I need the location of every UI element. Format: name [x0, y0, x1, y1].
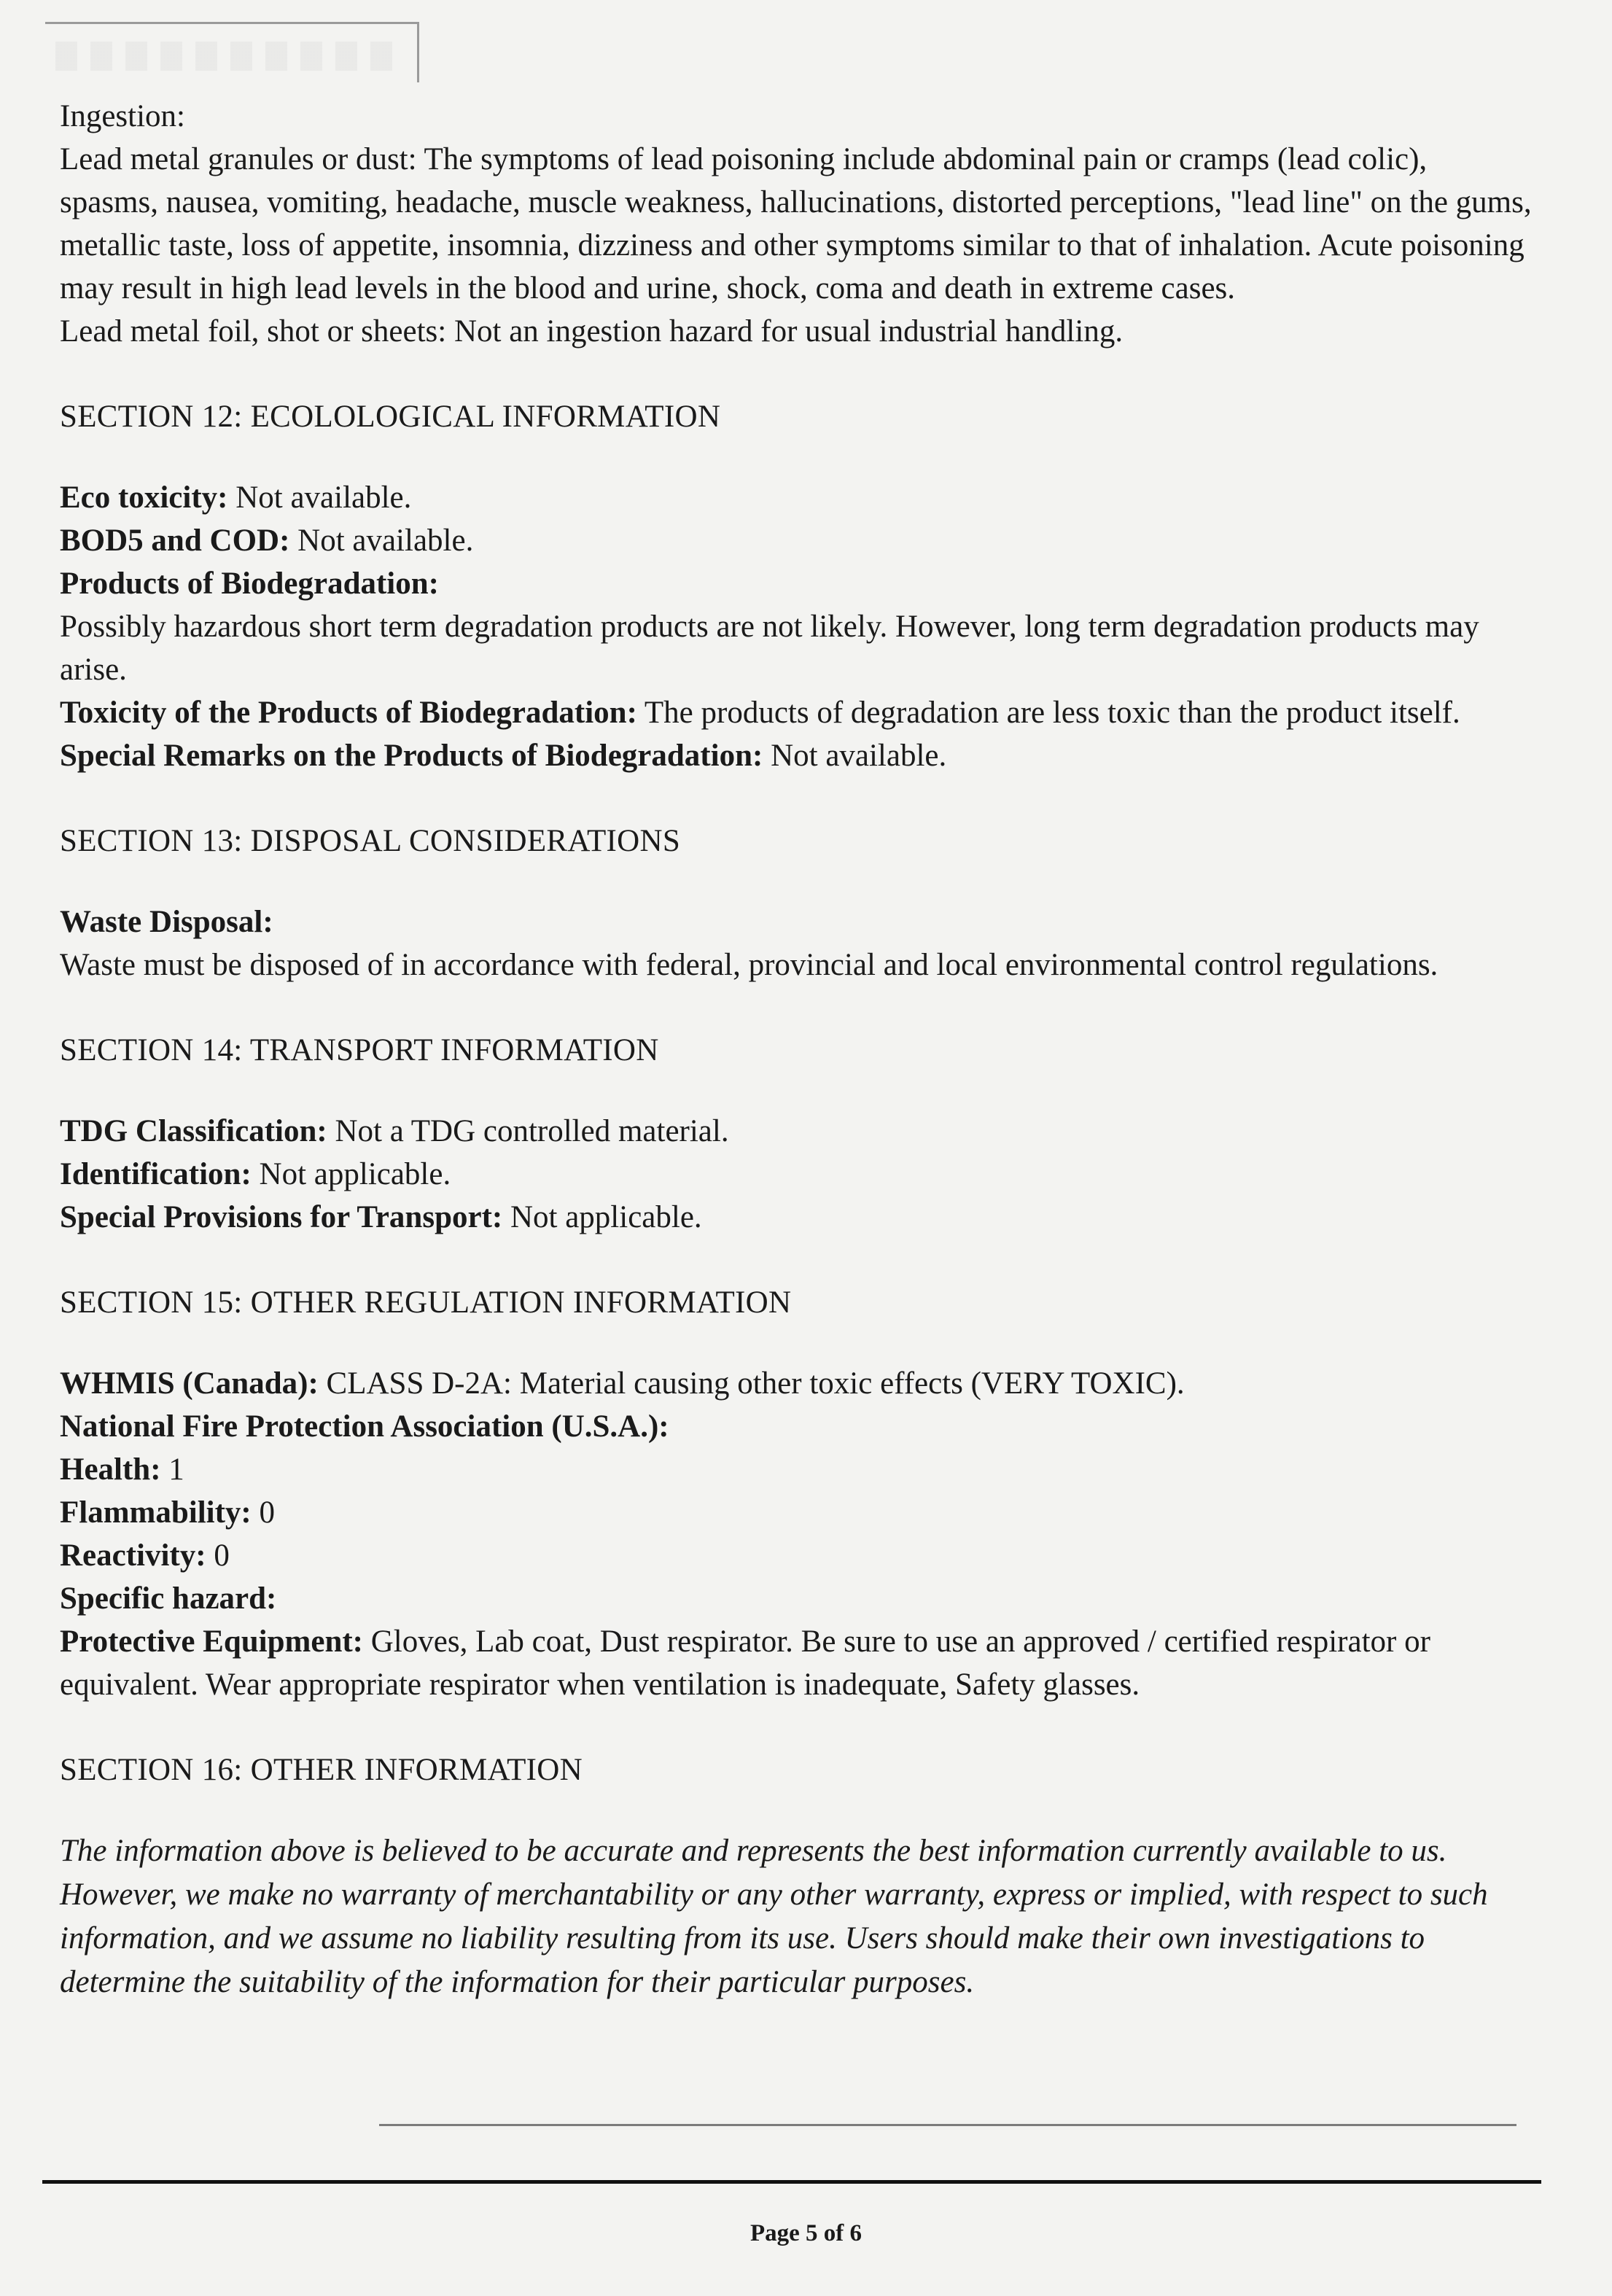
- transport-provisions-row: [60, 1196, 1533, 1239]
- specific-hazard-row: [60, 1577, 1533, 1620]
- transport-provisions-label: Special Provisions for Transport:: [60, 1200, 503, 1234]
- identification-label: Identification:: [60, 1157, 252, 1191]
- nfpa-label: National Fire Protection Association (U.S.A.):: [60, 1409, 669, 1444]
- waste-disposal-text: Waste must be disposed of in accordance with federal, provincial and local environmental control regulations.: [60, 948, 1438, 982]
- biodegradation-toxicity-row: [60, 691, 1533, 734]
- biodegradation-products-text: Possibly hazardous short term degradation products are not likely. However, long term degradation products may arise.: [60, 610, 1479, 687]
- identification-row: [60, 1153, 1533, 1196]
- section-13-title: SECTION 13: DISPOSAL CONSIDERATIONS: [60, 824, 681, 858]
- disclaimer-text: The information above is believed to be accurate and represents the best information currently available to us. However, we make no warranty of merchantability or any other warranty, express or implied, with respect to such information, and we assume no liability resulting from its use. Users should make their own investigations to determine the suitability of the information for their particular purposes.: [60, 1834, 1488, 1999]
- identification-value: Not applicable.: [251, 1157, 451, 1191]
- eco-toxicity-value: Not available.: [227, 480, 412, 515]
- special-remarks-value: Not available.: [763, 739, 947, 773]
- document-body: [60, 95, 1533, 2004]
- protective-equipment-row: [60, 1620, 1533, 1706]
- biodegradation-products-heading: [60, 562, 1533, 605]
- reactivity-label: Reactivity:: [60, 1538, 206, 1573]
- ingestion-dust-text: Lead metal granules or dust: The symptoms of lead poisoning include abdominal pain or cramps (lead colic), spasms, nausea, vomiting, headache, muscle weakness, hallucinations, distorted perceptions, "lead line" on the gums, metallic taste, loss of appetite, insomnia, dizziness and other symptoms similar to that of inhalation. Acute poisoning may result in high lead levels in the blood and urine, shock, coma and death in extreme cases.: [60, 142, 1532, 306]
- bod-label: BOD5 and COD:: [60, 524, 290, 558]
- ingestion-foil-text: Lead metal foil, shot or sheets: Not an ingestion hazard for usual industrial handling.: [60, 314, 1124, 349]
- header-stamp-box: [45, 22, 419, 82]
- flammability-label: Flammability:: [60, 1495, 252, 1530]
- footer-divider: [42, 2180, 1541, 2184]
- biodegradation-toxicity-value: The products of degradation are less toxic than the product itself.: [636, 696, 1460, 730]
- flammability-value: 0: [251, 1495, 275, 1530]
- faded-stamp-text: [55, 42, 398, 71]
- special-remarks-label: Special Remarks on the Products of Biodegradation:: [60, 739, 763, 773]
- whmis-label: WHMIS (Canada):: [60, 1366, 319, 1401]
- eco-toxicity-label: Eco toxicity:: [60, 480, 228, 515]
- tdg-value: Not a TDG controlled material.: [327, 1114, 729, 1148]
- tdg-label: TDG Classification:: [60, 1114, 327, 1148]
- special-remarks-row: [60, 734, 1533, 777]
- flammability-row: [60, 1491, 1533, 1534]
- waste-disposal-label: Waste Disposal:: [60, 905, 273, 939]
- section-12-title: SECTION 12: ECOLOLOGICAL INFORMATION: [60, 400, 721, 434]
- eco-toxicity-row: [60, 476, 1533, 519]
- bod-value: Not available.: [289, 524, 474, 558]
- tdg-row: [60, 1110, 1533, 1153]
- ingestion-heading: Ingestion:: [60, 99, 185, 133]
- health-label: Health:: [60, 1452, 161, 1487]
- bod-row: [60, 519, 1533, 562]
- page-number: Page 5 of 6: [749, 2220, 863, 2246]
- section-15-title: SECTION 15: OTHER REGULATION INFORMATION: [60, 1285, 792, 1320]
- biodegradation-products-label: Products of Biodegradation:: [60, 567, 439, 601]
- section-14-title: SECTION 14: TRANSPORT INFORMATION: [60, 1033, 659, 1067]
- whmis-value: CLASS D-2A: Material causing other toxic effects (VERY TOXIC).: [318, 1366, 1185, 1401]
- protective-equipment-label: Protective Equipment:: [60, 1624, 363, 1659]
- biodegradation-toxicity-label: Toxicity of the Products of Biodegradation:: [60, 696, 637, 730]
- nfpa-heading: [60, 1405, 1533, 1448]
- health-value: 1: [160, 1452, 184, 1487]
- protective-equipment-value: Gloves, Lab coat, Dust respirator. Be sure to use an approved / certified respirator or equivalent. Wear appropriate respirator when ventilation is inadequate, Safety glasses.: [60, 1624, 1430, 1702]
- reactivity-row: [60, 1534, 1533, 1577]
- section-16-title: SECTION 16: OTHER INFORMATION: [60, 1753, 583, 1787]
- health-row: [60, 1448, 1533, 1491]
- disclaimer-underline: [379, 2124, 1516, 2126]
- whmis-row: [60, 1362, 1533, 1405]
- transport-provisions-value: Not applicable.: [502, 1200, 702, 1234]
- waste-disposal-heading: [60, 900, 1533, 943]
- reactivity-value: 0: [206, 1538, 230, 1573]
- specific-hazard-label: Specific hazard:: [60, 1581, 277, 1616]
